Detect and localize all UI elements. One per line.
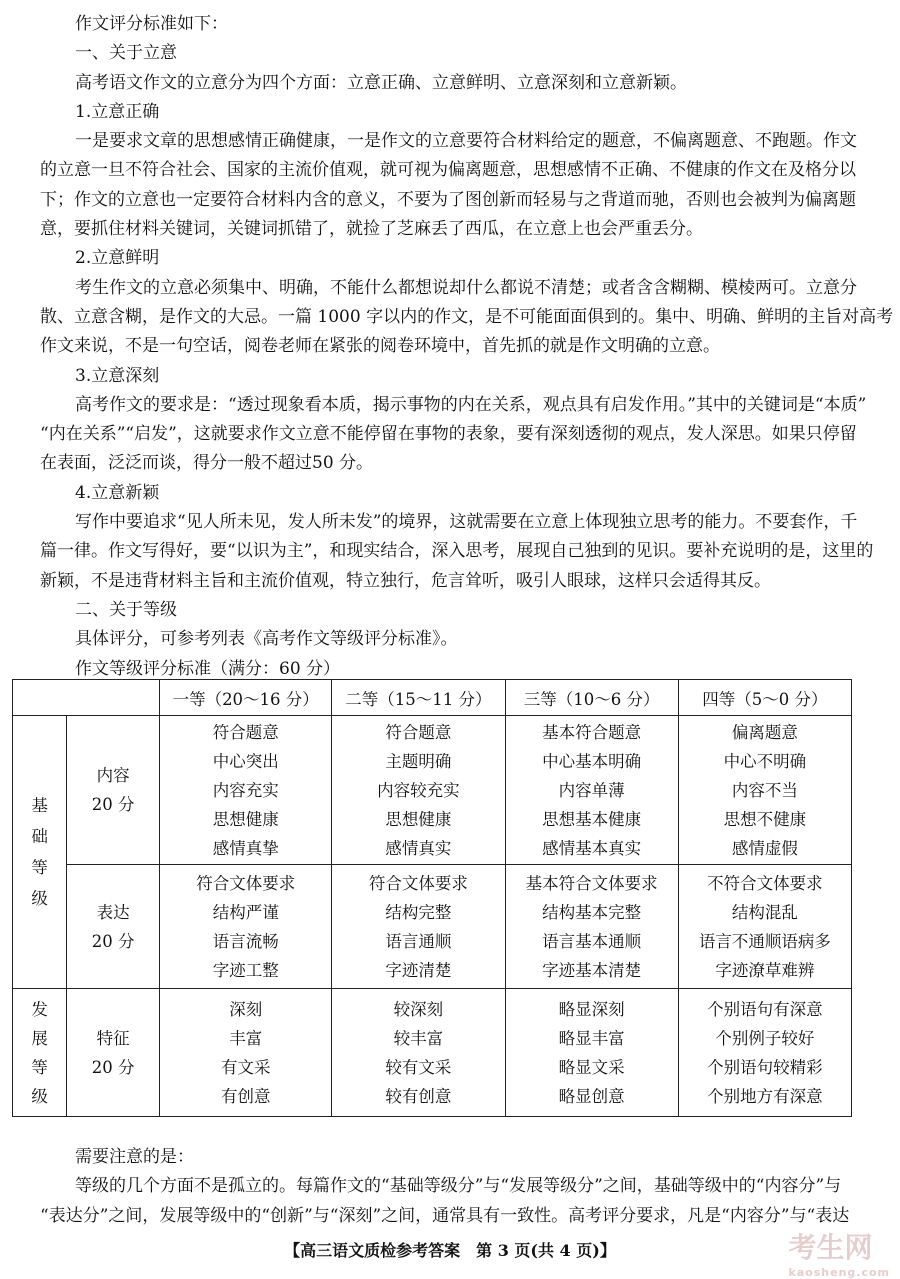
- cell-line: 内容较充实: [377, 780, 460, 800]
- cell-line: 较丰富: [393, 1028, 444, 1048]
- cell-line: 符合题意: [212, 722, 279, 742]
- cell-line: 较深刻: [393, 999, 444, 1019]
- grading-table: [12, 679, 852, 1117]
- table-cell: [160, 989, 332, 1117]
- table-cell: [332, 716, 505, 865]
- table-cell: [678, 989, 851, 1117]
- cell-line: 内容充实: [212, 780, 279, 800]
- item-4-line: 篇一律。作文写得好，要“以识为主”，和现实结合，深入思考，展现自己独到的见识。要补充说明的是，这里的: [40, 541, 874, 562]
- item-3-title: 3.立意深刻: [75, 365, 160, 386]
- cell-line: 字迹工整: [212, 960, 279, 980]
- cell-line: 基本符合文体要求: [525, 873, 658, 893]
- cell-line: 感情真挚: [212, 838, 279, 858]
- cell-line: 基本符合题意: [542, 722, 642, 742]
- table-cell: [332, 989, 505, 1117]
- cell-line: 思想健康: [385, 809, 452, 829]
- cell-line: 字迹清楚: [385, 960, 452, 980]
- cell-line: 思想不健康: [723, 809, 807, 829]
- item-3: [40, 362, 867, 479]
- table-row: [13, 716, 852, 865]
- table-cell: [505, 989, 678, 1117]
- item-3-line: “内在关系”“启发”，这就要求作文立意不能停留在事物的表象，要有深刻透彻的观点，发人深思。如果只停留: [40, 424, 857, 445]
- cell-line: 结构严谨: [212, 902, 279, 922]
- cell-line: 中心不明确: [723, 751, 807, 771]
- item-2: [40, 244, 894, 361]
- development-level-label: [13, 989, 67, 1117]
- cell-line: 不符合文体要求: [707, 873, 823, 893]
- intro-line: 作文评分标准如下：: [75, 14, 228, 34]
- section-2-title: 二、关于等级: [75, 599, 177, 620]
- grade-3-header: 三等（10～6 分）: [505, 680, 678, 716]
- cell-line: 有创意: [220, 1086, 271, 1106]
- corner-cell: [13, 680, 160, 716]
- table-cell: [505, 865, 678, 989]
- cell-line: 中心基本明确: [542, 751, 642, 771]
- cell-line: 语言不通顺语病多: [698, 931, 831, 951]
- item-1-line: 意，要抓住材料关键词，关键词抓错了，就捡了芝麻丢了西瓜，在立意上也会严重丢分。: [40, 219, 703, 240]
- row-label-expression: [67, 865, 160, 989]
- note-line: “表达分”之间，发展等级中的“创新”与“深刻”之间，通常具有一致性。高考评分要求，凡是“内容分”与“表达: [40, 1205, 850, 1226]
- watermark-sub: kaosheng.com: [788, 1266, 890, 1279]
- table-header-row: [13, 680, 852, 716]
- row-label-content: [67, 716, 160, 865]
- cell-line: 偏离题意: [731, 722, 798, 742]
- table-title: 作文等级评分标准（满分：60 分）: [75, 658, 341, 679]
- table-cell: [505, 716, 678, 865]
- cell-line: 结构混乱: [731, 902, 798, 922]
- watermark-text: 考生网: [788, 1231, 873, 1264]
- cell-line: 略显丰富: [558, 1028, 625, 1048]
- table-cell: [160, 716, 332, 865]
- cell-line: 丰富: [229, 1028, 263, 1048]
- cell-line: 中心突出: [212, 751, 279, 771]
- cell-line: 略显创意: [558, 1086, 625, 1106]
- item-2-line: 考生作文的立意必须集中、明确，不能什么都想说却什么都说不清楚；或者含含糊糊、模棱两可。立意分: [75, 277, 857, 298]
- item-1: [40, 98, 864, 244]
- watermark-logo: [788, 1226, 890, 1279]
- basic-level-label: [13, 716, 67, 989]
- table-cell: [332, 865, 505, 989]
- item-1-title: 1.立意正确: [75, 101, 160, 122]
- cell-line: 感情基本真实: [542, 838, 642, 858]
- cell-line: 较有创意: [385, 1086, 452, 1106]
- section-1-lead: 高考语文作文的立意分为四个方面：立意正确、立意鲜明、立意深刻和立意新颖。: [75, 72, 687, 93]
- cell-line: 个别例子较好: [715, 1028, 815, 1048]
- cell-line: 内容单薄: [558, 780, 625, 800]
- basic-level-text: 基础等级: [31, 796, 48, 908]
- cell-line: 符合题意: [385, 722, 452, 742]
- row-label: 特征: [96, 1028, 130, 1048]
- row-label: 内容: [96, 766, 130, 785]
- row-label: 表达: [96, 902, 130, 922]
- item-1-line: 的立意一旦不符合社会、国家的主流价值观，就可视为偏离题意，思想感情不正确、不健康的作文在及格分以: [40, 160, 856, 181]
- item-2-line: 作文来说，不是一句空话，阅卷老师在紧张的阅卷环境中，首先抓的就是作文明确的立意。: [40, 336, 720, 357]
- cell-line: 语言流畅: [212, 931, 279, 951]
- cell-line: 字迹基本清楚: [542, 960, 642, 980]
- cell-line: 深刻: [229, 999, 263, 1019]
- table-row: [13, 989, 852, 1117]
- table-cell: [678, 865, 851, 989]
- cell-line: 语言通顺: [385, 931, 452, 951]
- cell-line: 思想基本健康: [542, 809, 642, 829]
- item-2-title: 2.立意鲜明: [75, 248, 160, 269]
- row-label-feature: [67, 989, 160, 1117]
- grade-2-header: 二等（15～11 分）: [332, 680, 505, 716]
- cell-line: 结构基本完整: [542, 902, 642, 922]
- section-1-title: 一、关于立意: [75, 43, 177, 64]
- row-score: 20 分: [91, 1057, 135, 1077]
- item-4-title: 4.立意新颖: [75, 482, 160, 503]
- note-title: 需要注意的是：: [75, 1147, 194, 1167]
- development-level-text: 发展等级: [31, 999, 48, 1106]
- cell-line: 有文采: [220, 1057, 271, 1077]
- cell-line: 个别语句有深意: [707, 999, 823, 1019]
- cell-line: 字迹潦草难辨: [715, 960, 815, 980]
- cell-line: 思想健康: [212, 809, 279, 829]
- table-cell: [678, 716, 851, 865]
- cell-line: 结构完整: [385, 902, 452, 922]
- row-score: 20 分: [91, 795, 135, 814]
- item-3-line: 高考作文的要求是：“透过现象看本质，揭示事物的内在关系，观点具有启发作用。”其中的关键词是“本质”: [75, 394, 867, 415]
- section-2-lead: 具体评分，可参考列表《高考作文等级评分标准》。: [75, 629, 458, 650]
- item-4-line: 新颖，不是违背材料主旨和主流价值观，特立独行，危言耸听，吸引人眼球，这样只会适得其反。: [40, 570, 771, 591]
- grade-4-header: 四等（5～0 分）: [678, 680, 851, 716]
- cell-line: 内容不当: [731, 780, 798, 800]
- item-3-line: 在表面，泛泛而谈，得分一般不超过50 分。: [40, 453, 374, 474]
- cell-line: 主题明确: [385, 751, 452, 771]
- row-score: 20 分: [91, 931, 135, 951]
- item-2-line: 散、立意含糊，是作文的大忌。一篇 1000 字以内的作文，是不可能面面俱到的。集中、明确、鲜明的主旨对高考: [40, 306, 894, 327]
- item-1-line: 一是要求文章的思想感情正确健康，一是作文的立意要符合材料给定的题意，不偏离题意、不跑题。作文: [75, 131, 857, 152]
- grade-1-header: 一等（20～16 分）: [160, 680, 332, 716]
- table-row: [13, 865, 852, 989]
- cell-line: 符合文体要求: [196, 873, 296, 893]
- cell-line: 感情真实: [385, 838, 452, 858]
- cell-line: 语言基本通顺: [542, 931, 642, 951]
- cell-line: 感情虚假: [731, 838, 798, 858]
- notes-block: [40, 1143, 864, 1231]
- item-1-line: 下；作文的立意也一定要符合材料内含的意义，不要为了图创新而轻易与之背道而驰，否则也会被判为偏离题: [40, 189, 856, 210]
- item-4: [40, 479, 874, 596]
- document-body: [40, 10, 894, 684]
- cell-line: 个别语句较精彩: [707, 1057, 823, 1077]
- note-line: 等级的几个方面不是孤立的。每篇作文的“基础等级分”与“发展等级分”之间，基础等级中的“内容分”与: [75, 1176, 842, 1197]
- table-cell: [160, 865, 332, 989]
- cell-line: 符合文体要求: [368, 873, 468, 893]
- cell-line: 略显深刻: [558, 999, 625, 1019]
- cell-line: 个别地方有深意: [707, 1086, 823, 1106]
- cell-line: 较有文采: [385, 1057, 452, 1077]
- cell-line: 略显文采: [558, 1057, 625, 1077]
- item-4-line: 写作中要追求“见人所未见，发人所未发”的境界，这就需要在立意上体现独立思考的能力。不要套作，千: [75, 512, 858, 533]
- page-footer: 【高三语文质检参考答案 第 3 页(共 4 页)】: [284, 1241, 616, 1260]
